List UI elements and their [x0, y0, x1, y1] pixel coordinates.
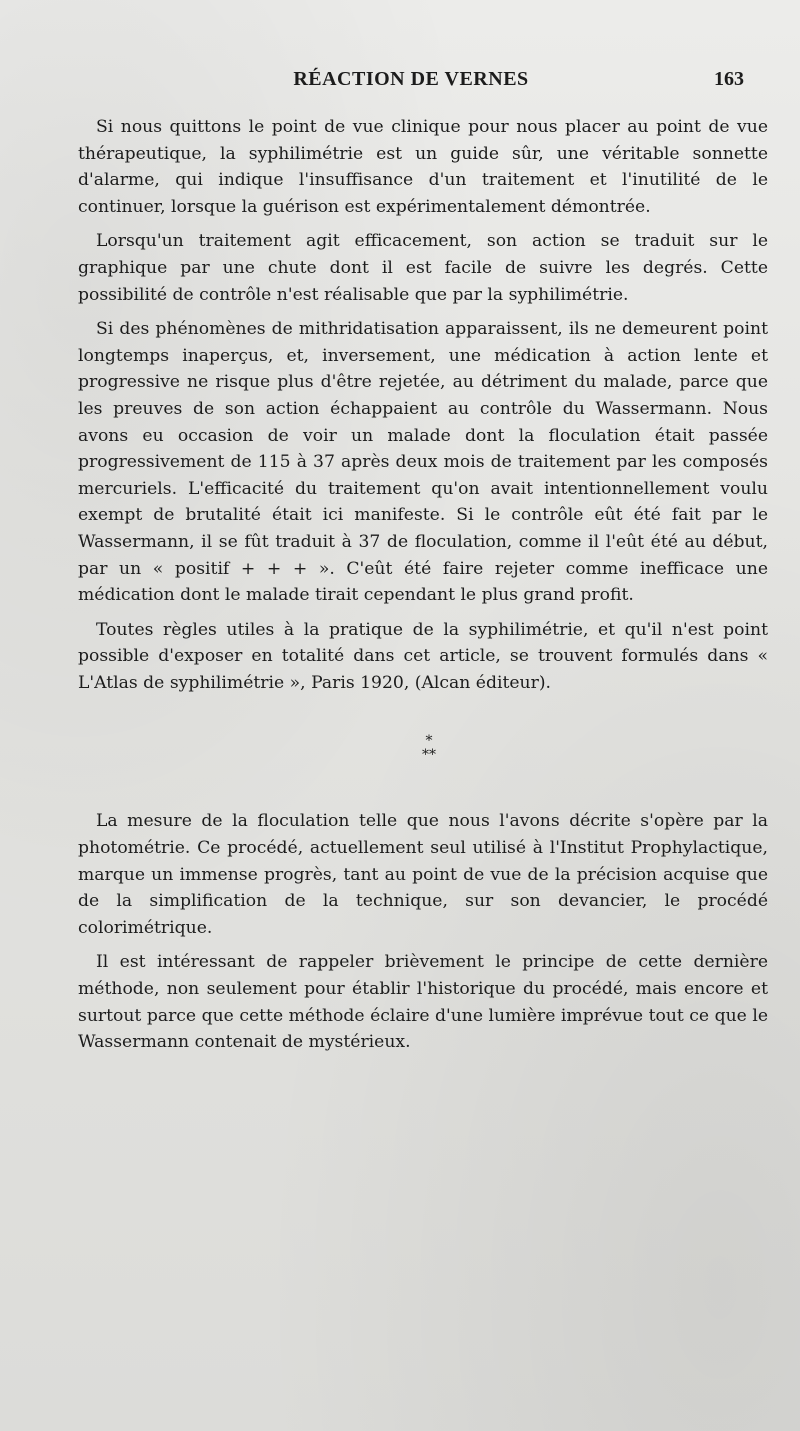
- page-number: 163: [714, 68, 744, 90]
- paragraph-traitement: Lorsqu'un traitement agit efficacement, son action se traduit sur le graphique par une chute dont il est facile de suivre les degrés. Cette possibilité de contrôle n'est réalisable que par la syphilimétrie.: [78, 231, 768, 305]
- asterism-top-star: *: [425, 733, 433, 750]
- paragraph-principe: Il est intéressant de rappeler brièvement le principe de cette dernière méthode, non seulement pour établir l'historique du procédé, mais encore et surtout parce que cette méthode éclaire d'une lumière imprévue tout ce que le Wassermann contenait de mystérieux.: [78, 952, 768, 1053]
- paragraph-atlas: Toutes règles utiles à la pratique de la syphilimétrie, et qu'il n'est point possible d'exposer en totalité dans cet article, se trouvent formulés dans « L'Atlas de syphilimétrie », Paris 1920, (Alcan éditeur).: [78, 619, 768, 693]
- page-header: [78, 64, 744, 96]
- asterism-bottom-stars: **: [422, 747, 436, 764]
- body-text: [78, 114, 768, 1064]
- paragraph-therapeutic: Si nous quittons le point de vue clinique pour nous placer au point de vue thérapeutique, la syphilimétrie est un guide sûr, une véritable sonnette d'alarme, qui indique l'insuffisance d'un traitement et l'inutilité de le continuer, lorsque la guérison est expérimentalement démontrée.: [78, 117, 768, 217]
- asterism-separator: [78, 734, 768, 762]
- paragraph-photometrie: La mesure de la floculation telle que nous l'avons décrite s'opère par la photométrie. Ce procédé, actuellement seul utilisé à l'Institut Prophylactique, marque un immense progrès, tant au point de vue de la précision acquise que de la simplification de la technique, sur son devancier, le procédé colorimétrique.: [78, 811, 768, 938]
- paragraph-mithridatisation: Si des phénomènes de mithridatisation apparaissent, ils ne demeurent point longtemps inaperçus, et, inversement, une médication à action lente et progressive ne risque plus d'être rejetée, au détriment du malade, parce que les preuves de son action échappaient au contrôle du Wassermann. Nous avons eu occasion de voir un malade dont la floculation était passée progressivement de 115 à 37 après deux mois de traitement par les composés mercuriels. L'efficacité du traitement qu'on avait intentionnellement voulu exempt de brutalité était ici manifeste. Si le contrôle eût été fait par le Wassermann, il se fût traduit à 37 de floculation, comme il l'eût été au début, par un « positif + + + ». C'eût été faire rejeter comme inefficace une médication dont le malade tirait cependant le plus grand profit.: [78, 319, 768, 606]
- running-title: RÉACTION DE VERNES: [293, 68, 529, 90]
